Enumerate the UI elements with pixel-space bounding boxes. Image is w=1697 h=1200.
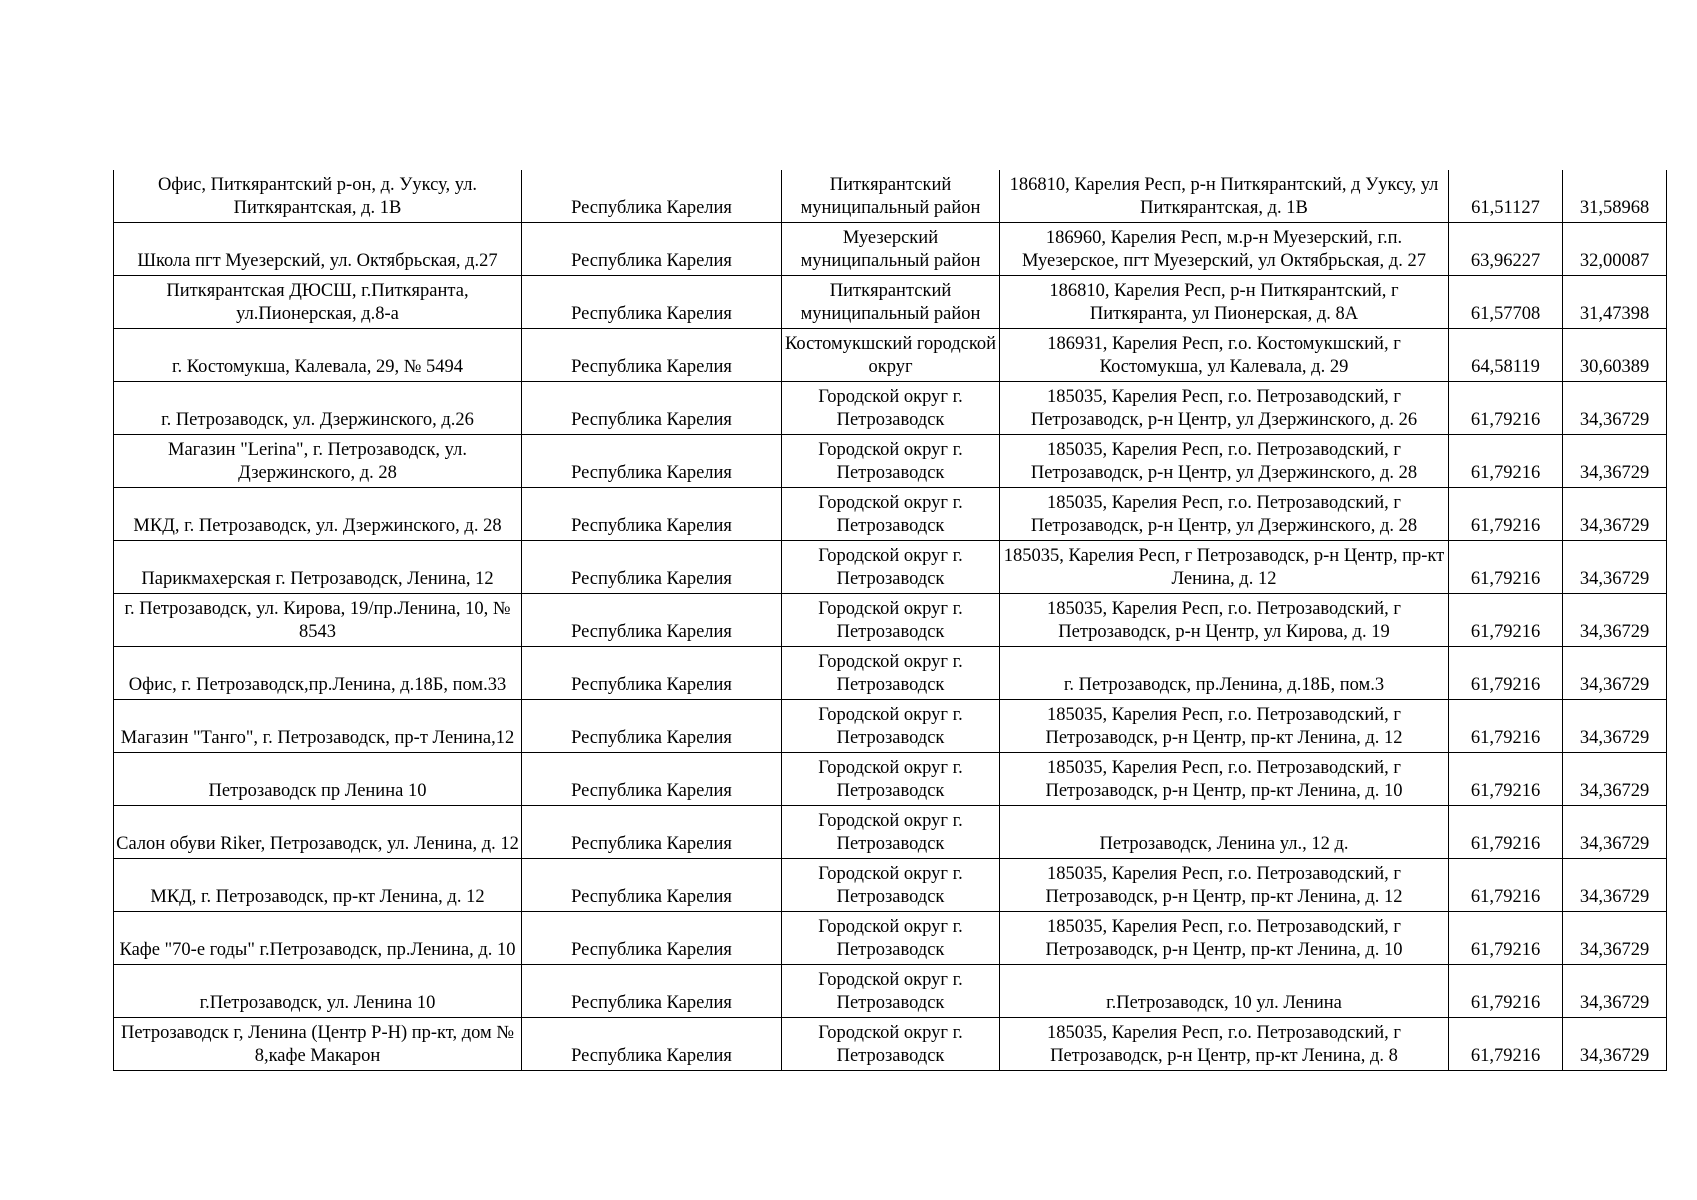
table-row (114, 276, 1667, 329)
cell-object-name: Офис, Питкярантский р-он, д. Ууксу, ул. Питкярантская, д. 1В (114, 170, 522, 223)
cell-latitude: 61,79216 (1449, 859, 1563, 912)
cell-object-name: Магазин "Lerina", г. Петрозаводск, ул. Дзержинского, д. 28 (114, 435, 522, 488)
cell-latitude: 64,58119 (1449, 329, 1563, 382)
table-row (114, 647, 1667, 700)
cell-latitude: 61,79216 (1449, 965, 1563, 1018)
cell-object-name: МКД, г. Петрозаводск, пр-кт Ленина, д. 12 (114, 859, 522, 912)
table-row (114, 806, 1667, 859)
cell-longitude: 34,36729 (1563, 488, 1667, 541)
cell-address: 185035, Карелия Респ, г.о. Петрозаводский, г Петрозаводск, р-н Центр, пр-кт Ленина, д. 10 (1000, 912, 1449, 965)
cell-latitude: 61,57708 (1449, 276, 1563, 329)
cell-region: Республика Карелия (522, 382, 782, 435)
cell-latitude: 61,79216 (1449, 912, 1563, 965)
cell-region: Республика Карелия (522, 488, 782, 541)
cell-object-name: Парикмахерская г. Петрозаводск, Ленина, 12 (114, 541, 522, 594)
table-row (114, 965, 1667, 1018)
cell-object-name: Магазин "Танго", г. Петрозаводск, пр-т Ленина,12 (114, 700, 522, 753)
cell-address: 186810, Карелия Респ, р-н Питкярантский, г Питкяранта, ул Пионерская, д. 8А (1000, 276, 1449, 329)
cell-object-name: г.Петрозаводск, ул. Ленина 10 (114, 965, 522, 1018)
cell-municipality: Городской округ г. Петрозаводск (782, 965, 1000, 1018)
table-row (114, 488, 1667, 541)
cell-address: 185035, Карелия Респ, г.о. Петрозаводский, г Петрозаводск, р-н Центр, ул Дзержинского, д. 28 (1000, 435, 1449, 488)
cell-municipality: Городской округ г. Петрозаводск (782, 806, 1000, 859)
cell-longitude: 34,36729 (1563, 382, 1667, 435)
cell-latitude: 63,96227 (1449, 223, 1563, 276)
cell-region: Республика Карелия (522, 647, 782, 700)
cell-municipality: Городской округ г. Петрозаводск (782, 594, 1000, 647)
cell-latitude: 61,79216 (1449, 382, 1563, 435)
cell-address: 185035, Карелия Респ, г Петрозаводск, р-н Центр, пр-кт Ленина, д. 12 (1000, 541, 1449, 594)
cell-municipality: Городской округ г. Петрозаводск (782, 541, 1000, 594)
cell-address: 185035, Карелия Респ, г.о. Петрозаводский, г Петрозаводск, р-н Центр, пр-кт Ленина, д. 10 (1000, 753, 1449, 806)
cell-region: Республика Карелия (522, 965, 782, 1018)
cell-latitude: 61,79216 (1449, 1018, 1563, 1071)
cell-longitude: 31,58968 (1563, 170, 1667, 223)
cell-region: Республика Карелия (522, 859, 782, 912)
cell-latitude: 61,79216 (1449, 435, 1563, 488)
cell-object-name: Кафе "70-е годы" г.Петрозаводск, пр.Ленина, д. 10 (114, 912, 522, 965)
cell-address: 185035, Карелия Респ, г.о. Петрозаводский, г Петрозаводск, р-н Центр, пр-кт Ленина, д. 12 (1000, 859, 1449, 912)
cell-address: г. Петрозаводск, пр.Ленина, д.18Б, пом.3 (1000, 647, 1449, 700)
locations-table (113, 170, 1667, 1071)
cell-longitude: 34,36729 (1563, 806, 1667, 859)
cell-latitude: 61,79216 (1449, 541, 1563, 594)
cell-longitude: 31,47398 (1563, 276, 1667, 329)
table-row (114, 541, 1667, 594)
cell-address: 186810, Карелия Респ, р-н Питкярантский, д Ууксу, ул Питкярантская, д. 1В (1000, 170, 1449, 223)
table-row (114, 912, 1667, 965)
cell-address: Петрозаводск, Ленина ул., 12 д. (1000, 806, 1449, 859)
cell-region: Республика Карелия (522, 594, 782, 647)
cell-address: 186960, Карелия Респ, м.р-н Муезерский, г.п. Муезерское, пгт Муезерский, ул Октябрьская, д. 27 (1000, 223, 1449, 276)
cell-object-name: г. Костомукша, Калевала, 29, № 5494 (114, 329, 522, 382)
cell-object-name: г. Петрозаводск, ул. Дзержинского, д.26 (114, 382, 522, 435)
cell-municipality: Городской округ г. Петрозаводск (782, 647, 1000, 700)
cell-latitude: 61,79216 (1449, 753, 1563, 806)
cell-object-name: Школа пгт Муезерский, ул. Октябрьская, д.27 (114, 223, 522, 276)
cell-municipality: Питкярантский муниципальный район (782, 276, 1000, 329)
cell-longitude: 34,36729 (1563, 753, 1667, 806)
table-row (114, 223, 1667, 276)
cell-address: 186931, Карелия Респ, г.о. Костомукшский, г Костомукша, ул Калевала, д. 29 (1000, 329, 1449, 382)
cell-latitude: 61,51127 (1449, 170, 1563, 223)
cell-address: 185035, Карелия Респ, г.о. Петрозаводский, г Петрозаводск, р-н Центр, пр-кт Ленина, д. 12 (1000, 700, 1449, 753)
cell-object-name: Питкярантская ДЮСШ, г.Питкяранта, ул.Пионерская, д.8-а (114, 276, 522, 329)
table-row (114, 1018, 1667, 1071)
cell-municipality: Городской округ г. Петрозаводск (782, 382, 1000, 435)
cell-region: Республика Карелия (522, 753, 782, 806)
cell-municipality: Городской округ г. Петрозаводск (782, 912, 1000, 965)
cell-municipality: Костомукшский городской округ (782, 329, 1000, 382)
cell-longitude: 32,00087 (1563, 223, 1667, 276)
cell-municipality: Муезерский муниципальный район (782, 223, 1000, 276)
table-row (114, 329, 1667, 382)
cell-region: Республика Карелия (522, 700, 782, 753)
cell-region: Республика Карелия (522, 329, 782, 382)
table-row (114, 170, 1667, 223)
table-body (114, 170, 1667, 1071)
table-row (114, 859, 1667, 912)
cell-municipality: Городской округ г. Петрозаводск (782, 700, 1000, 753)
cell-municipality: Городской округ г. Петрозаводск (782, 753, 1000, 806)
cell-region: Республика Карелия (522, 435, 782, 488)
cell-address: 185035, Карелия Респ, г.о. Петрозаводский, г Петрозаводск, р-н Центр, пр-кт Ленина, д. 8 (1000, 1018, 1449, 1071)
cell-longitude: 30,60389 (1563, 329, 1667, 382)
cell-object-name: Салон обуви Riker, Петрозаводск, ул. Ленина, д. 12 (114, 806, 522, 859)
cell-address: 185035, Карелия Респ, г.о. Петрозаводский, г Петрозаводск, р-н Центр, ул Кирова, д. 19 (1000, 594, 1449, 647)
cell-longitude: 34,36729 (1563, 859, 1667, 912)
cell-latitude: 61,79216 (1449, 488, 1563, 541)
cell-longitude: 34,36729 (1563, 965, 1667, 1018)
table-row (114, 382, 1667, 435)
cell-municipality: Городской округ г. Петрозаводск (782, 859, 1000, 912)
table-row (114, 594, 1667, 647)
cell-longitude: 34,36729 (1563, 1018, 1667, 1071)
cell-municipality: Городской округ г. Петрозаводск (782, 1018, 1000, 1071)
cell-object-name: Петрозаводск пр Ленина 10 (114, 753, 522, 806)
cell-longitude: 34,36729 (1563, 594, 1667, 647)
cell-municipality: Городской округ г. Петрозаводск (782, 435, 1000, 488)
cell-longitude: 34,36729 (1563, 700, 1667, 753)
cell-address: г.Петрозаводск, 10 ул. Ленина (1000, 965, 1449, 1018)
cell-address: 185035, Карелия Респ, г.о. Петрозаводский, г Петрозаводск, р-н Центр, ул Дзержинского, д. 26 (1000, 382, 1449, 435)
cell-region: Республика Карелия (522, 170, 782, 223)
cell-region: Республика Карелия (522, 541, 782, 594)
cell-longitude: 34,36729 (1563, 912, 1667, 965)
cell-region: Республика Карелия (522, 1018, 782, 1071)
cell-longitude: 34,36729 (1563, 541, 1667, 594)
cell-latitude: 61,79216 (1449, 700, 1563, 753)
cell-region: Республика Карелия (522, 806, 782, 859)
cell-region: Республика Карелия (522, 276, 782, 329)
cell-municipality: Питкярантский муниципальный район (782, 170, 1000, 223)
cell-object-name: г. Петрозаводск, ул. Кирова, 19/пр.Ленина, 10, № 8543 (114, 594, 522, 647)
cell-latitude: 61,79216 (1449, 806, 1563, 859)
cell-object-name: Петрозаводск г, Ленина (Центр Р-Н) пр-кт, дом № 8,кафе Макарон (114, 1018, 522, 1071)
cell-object-name: Офис, г. Петрозаводск,пр.Ленина, д.18Б, пом.33 (114, 647, 522, 700)
cell-region: Республика Карелия (522, 912, 782, 965)
table-row (114, 435, 1667, 488)
cell-object-name: МКД, г. Петрозаводск, ул. Дзержинского, д. 28 (114, 488, 522, 541)
cell-municipality: Городской округ г. Петрозаводск (782, 488, 1000, 541)
cell-latitude: 61,79216 (1449, 647, 1563, 700)
table-row (114, 700, 1667, 753)
table-row (114, 753, 1667, 806)
cell-longitude: 34,36729 (1563, 435, 1667, 488)
cell-address: 185035, Карелия Респ, г.о. Петрозаводский, г Петрозаводск, р-н Центр, ул Дзержинского, д. 28 (1000, 488, 1449, 541)
cell-latitude: 61,79216 (1449, 594, 1563, 647)
cell-region: Республика Карелия (522, 223, 782, 276)
cell-longitude: 34,36729 (1563, 647, 1667, 700)
